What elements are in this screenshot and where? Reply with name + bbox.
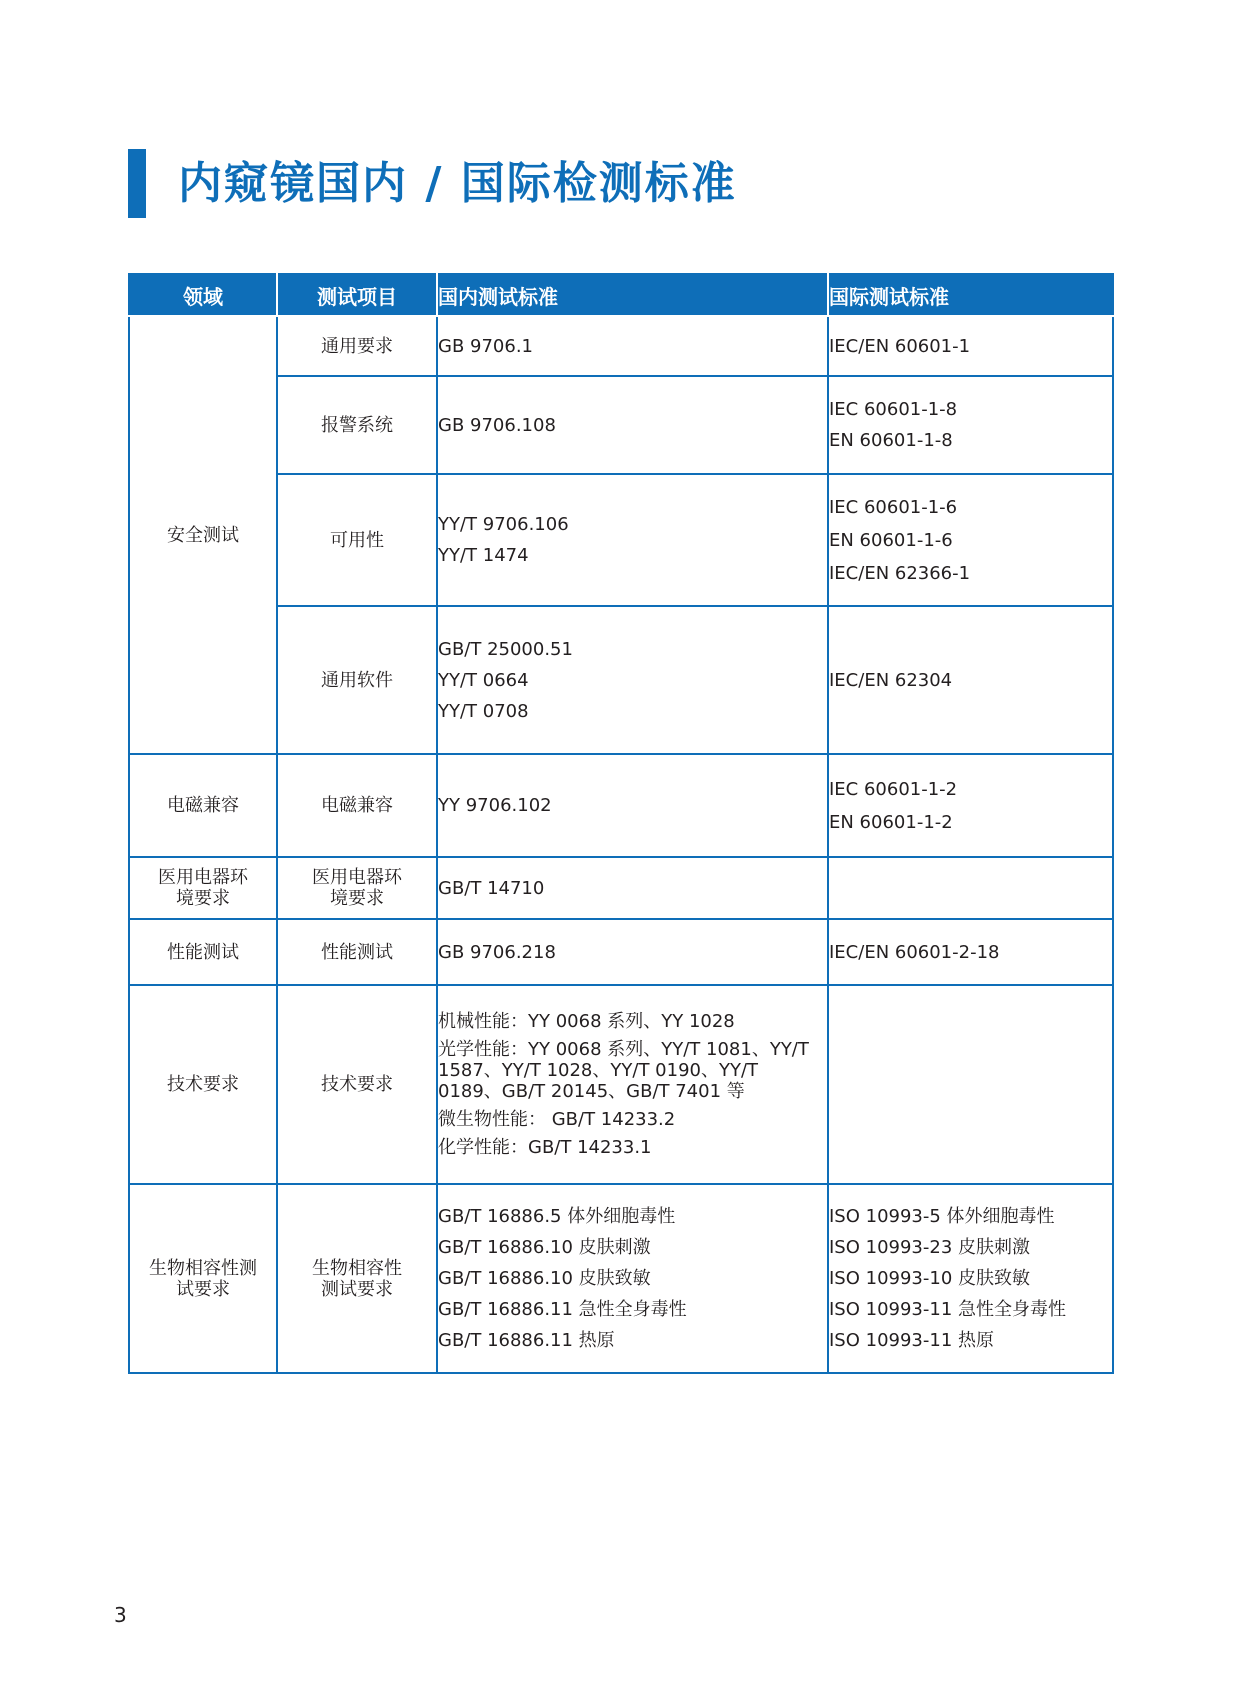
international-cell-empty [828,857,1113,919]
international-standard: IEC/EN 60601-1 [829,335,971,357]
table-row [129,754,1113,857]
domestic-standard: GB/T 16886.11 急性全身毒性 [438,1299,687,1320]
domain-cell-safety: 安全测试 [129,316,277,754]
domestic-standard: GB/T 16886.5 体外细胞毒性 [438,1206,676,1227]
header-test-item: 测试项目 [277,274,437,316]
table-row [129,919,1113,985]
item-cell: 可用性 [277,474,437,606]
international-standard: EN 60601-1-6 [829,529,953,551]
item-cell: 技术要求 [277,985,437,1184]
domestic-cell [437,857,828,919]
international-standard: ISO 10993-11 热原 [829,1330,995,1351]
international-cell [828,376,1113,474]
table-row [129,1184,1113,1373]
domain-cell-performance: 性能测试 [129,919,277,985]
international-cell [828,754,1113,857]
domestic-standard: GB/T 16886.11 热原 [438,1330,615,1351]
domestic-standard: YY 9706.102 [438,795,552,816]
domestic-standard: GB/T 16886.10 皮肤致敏 [438,1268,651,1289]
domain-cell-technical: 技术要求 [129,985,277,1184]
international-cell [828,474,1113,606]
domestic-cell [437,376,828,474]
table-row [129,316,1113,376]
domestic-cell [437,1184,828,1373]
international-cell-empty [828,985,1113,1184]
international-cell [828,606,1113,754]
table-row [129,474,1113,606]
international-standard: IEC 60601-1-8 [829,399,958,420]
header-domestic-standard: 国内测试标准 [437,274,828,316]
domestic-standard: YY/T 0664 [438,669,529,691]
item-cell: 生物相容性测试要求 [277,1184,437,1373]
domestic-cell [437,919,828,985]
international-standard: ISO 10993-11 急性全身毒性 [829,1299,1067,1320]
international-standard: ISO 10993-23 皮肤刺激 [829,1237,1031,1258]
item-cell: 医用电器环境要求 [277,857,437,919]
header-domain: 领域 [129,274,277,316]
international-standard: ISO 10993-5 体外细胞毒性 [829,1206,1055,1227]
domestic-standard: GB 9706.1 [438,335,534,357]
domestic-standard: GB 9706.108 [438,414,556,436]
item-cell: 性能测试 [277,919,437,985]
international-standard: ISO 10993-10 皮肤致敏 [829,1268,1031,1289]
standards-table [128,273,1114,1374]
domestic-standard: YY/T 0708 [438,700,529,722]
domestic-standard: 微生物性能： GB/T 14233.2 [438,1109,676,1130]
domestic-standard: 光学性能：YY 0068 系列、YY/T 1081、YY/T 1587、YY/T 1028、YY/T 0190、YY/T 0189、GB/T 20145、GB/T 7401 等 [438,1039,809,1102]
international-standard: IEC/EN 60601-2-18 [829,941,1000,963]
item-cell: 电磁兼容 [277,754,437,857]
domain-cell-biocompatibility: 生物相容性测试要求 [129,1184,277,1373]
item-cell: 报警系统 [277,376,437,474]
international-standard: IEC 60601-1-2 [829,778,958,800]
domestic-standard: GB/T 16886.10 皮肤刺激 [438,1237,651,1258]
international-standard: EN 60601-1-8 [829,430,953,451]
domestic-standard: 化学性能：GB/T 14233.1 [438,1137,652,1158]
domestic-standard: 机械性能：YY 0068 系列、YY 1028 [438,1011,735,1032]
domestic-cell [437,606,828,754]
international-cell [828,1184,1113,1373]
item-cell: 通用软件 [277,606,437,754]
domestic-standard: YY/T 9706.106 [438,514,569,535]
domain-cell-emc: 电磁兼容 [129,754,277,857]
international-cell [828,919,1113,985]
table-row [129,857,1113,919]
table-header-row [129,274,1113,316]
table-row [129,376,1113,474]
international-standard: IEC/EN 62366-1 [829,562,971,584]
domestic-cell [437,316,828,376]
page-number: 3 [114,1603,127,1627]
domestic-standard: GB/T 25000.51 [438,638,573,660]
domestic-cell [437,474,828,606]
international-standard: IEC/EN 62304 [829,669,953,691]
international-cell [828,316,1113,376]
international-standard: IEC 60601-1-6 [829,496,958,518]
domestic-standard: GB/T 14710 [438,877,545,899]
domain-cell-environment: 医用电器环境要求 [129,857,277,919]
domestic-cell [437,754,828,857]
domestic-cell [437,985,828,1184]
international-standard: EN 60601-1-2 [829,811,953,833]
domestic-standard: YY/T 1474 [438,545,529,566]
item-cell: 通用要求 [277,316,437,376]
table-row [129,985,1113,1184]
page-title: 内窥镜国内 / 国际检测标准 [178,158,737,209]
domestic-standard: GB 9706.218 [438,941,556,963]
header-international-standard: 国际测试标准 [828,274,1113,316]
title-accent-bar [128,149,146,218]
table-row [129,606,1113,754]
